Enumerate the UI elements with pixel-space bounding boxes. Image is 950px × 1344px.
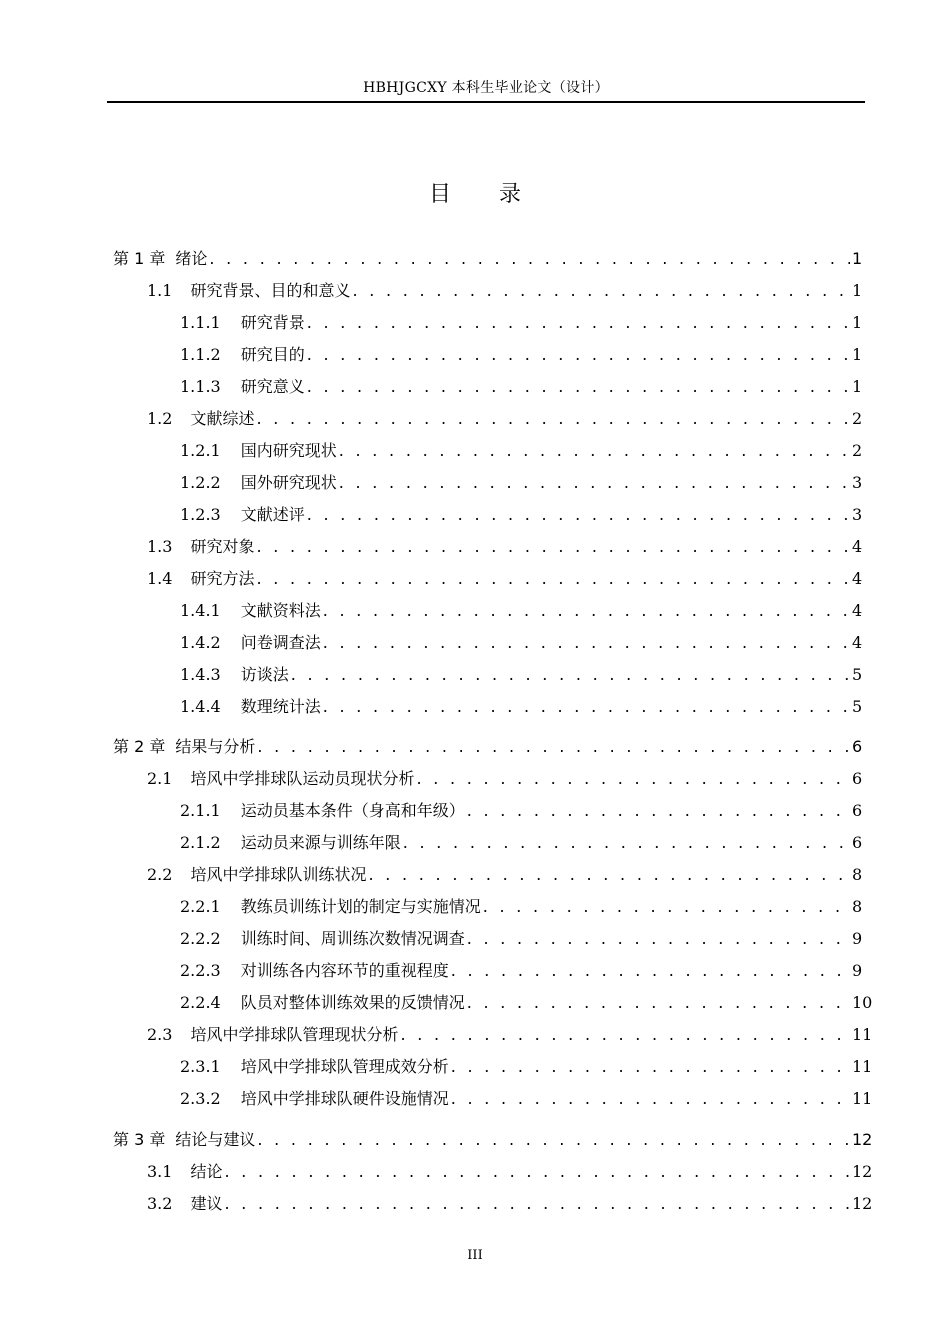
toc-dot-leader [368,863,850,887]
toc-entry-line [180,343,863,367]
toc-entry-line [180,599,863,623]
toc-entry-line [180,375,863,399]
toc-entry-number: 第 3 章 [113,1130,166,1149]
toc-entry-number: 1.1.1 [180,313,221,332]
toc-entry-label: 问卷调查法 [240,633,321,652]
toc-entry-number: 1.2.3 [180,505,221,524]
toc-dot-leader [467,991,850,1015]
toc-subsection-entry[interactable] [0,599,950,623]
toc-entry-number: 第 2 章 [113,737,166,756]
page-header: HBHJGCXY 本科生毕业论文（设计） [363,80,609,96]
toc-entry-page-number: 4 [852,569,863,588]
toc-entry-page-number: 3 [852,505,863,524]
toc-entry-number: 1.1.3 [180,377,221,396]
toc-dot-leader [339,471,850,495]
toc-entry-label: 文献综述 [190,409,255,428]
toc-entry-number: 2.3.1 [180,1057,221,1076]
toc-entry-label: 教练员训练计划的制定与实施情况 [240,897,481,916]
toc-entry-page-number: 1 [852,249,863,268]
toc-entry-page-number: 2 [852,441,863,460]
toc-entry-page-number: 11 [852,1025,873,1044]
toc-entry-page-number: 1 [852,313,863,332]
toc-subsection-entry[interactable] [0,991,950,1015]
toc-dot-leader [256,535,850,559]
toc-title: 目录 [428,182,569,207]
toc-subsection-entry[interactable] [0,471,950,495]
toc-entry-label: 建议 [190,1194,223,1213]
toc-entry-line [180,439,863,463]
toc-entry-line [180,991,873,1015]
toc-entry-page-number: 1 [852,345,863,364]
toc-entry-page-number: 10 [852,993,873,1012]
toc-entry-line [180,311,863,335]
toc-chapter-entry[interactable] [0,1128,950,1152]
toc-entry-number: 2.1 [147,769,173,788]
toc-section-entry[interactable] [0,1160,950,1184]
toc-entry-number: 3.2 [147,1194,173,1213]
toc-dot-leader [257,735,850,759]
toc-dot-leader [451,1087,850,1111]
toc-subsection-entry[interactable] [0,663,950,687]
toc-entry-page-number: 5 [852,697,863,716]
toc-entry-line [147,767,863,791]
toc-entry-line [147,1192,873,1216]
toc-entry-line [147,279,863,303]
toc-section-entry[interactable] [0,1023,950,1047]
toc-entry-label: 研究方法 [190,569,255,588]
toc-subsection-entry[interactable] [0,695,950,719]
toc-entry-page-number: 1 [852,281,863,300]
toc-entry-line [180,799,863,823]
toc-entry-line [180,927,863,951]
toc-entry-page-number: 8 [852,897,863,916]
toc-dot-leader [257,1128,850,1152]
toc-entry-page-number: 4 [852,537,863,556]
toc-entry-label: 运动员来源与训练年限 [240,833,401,852]
toc-entry-number: 2.3.2 [180,1089,221,1108]
toc-entry-number: 2.3 [147,1025,173,1044]
toc-entry-label: 访谈法 [240,665,289,684]
toc-entry-page-number: 8 [852,865,863,884]
toc-entry-label: 对训练各内容环节的重视程度 [240,961,449,980]
toc-entry-line [180,1087,873,1111]
toc-section-entry[interactable] [0,535,950,559]
toc-dot-leader [323,695,850,719]
toc-entry-label: 运动员基本条件（身高和年级） [240,801,465,820]
toc-entry-label: 训练时间、周训练次数情况调查 [240,929,465,948]
toc-subsection-entry[interactable] [0,439,950,463]
toc-entry-label: 结果与分析 [175,737,256,756]
toc-entry-number: 1.3 [147,537,173,556]
toc-entry-number: 3.1 [147,1162,173,1181]
toc-subsection-entry[interactable] [0,959,950,983]
toc-entry-number: 1.4.4 [180,697,221,716]
toc-dot-leader [451,959,850,983]
toc-entry-label: 培风中学排球队管理成效分析 [240,1057,449,1076]
toc-entry-label: 研究对象 [190,537,255,556]
toc-entry-page-number: 2 [852,409,863,428]
toc-dot-leader [451,1055,850,1079]
toc-entry-number: 2.2.2 [180,929,221,948]
toc-chapter-entry[interactable] [0,735,950,759]
toc-dot-leader [403,831,850,855]
toc-dot-leader [291,663,850,687]
toc-entry-page-number: 12 [852,1194,873,1213]
toc-entry-label: 研究背景 [240,313,305,332]
toc-dot-leader [307,375,850,399]
toc-entry-page-number: 6 [852,833,863,852]
toc-entry-number: 1.1.2 [180,345,221,364]
toc-subsection-entry[interactable] [0,799,950,823]
toc-entry-label: 培风中学排球队训练状况 [190,865,367,884]
toc-entry-page-number: 4 [852,633,863,652]
toc-entry-label: 研究背景、目的和意义 [190,281,351,300]
toc-entry-line [147,407,863,431]
toc-dot-leader [209,247,850,271]
toc-subsection-entry[interactable] [0,311,950,335]
toc-entry-number: 1.2.1 [180,441,221,460]
toc-entry-line [180,503,863,527]
toc-entry-line [147,863,863,887]
toc-entry-page-number: 9 [852,961,863,980]
toc-entry-line [113,247,863,271]
toc-dot-leader [256,407,850,431]
toc-entry-number: 1.4.1 [180,601,221,620]
toc-entry-number: 2.1.2 [180,833,221,852]
toc-subsection-entry[interactable] [0,927,950,951]
toc-dot-leader [352,279,850,303]
toc-entry-number: 1.4.2 [180,633,221,652]
toc-entry-label: 研究意义 [240,377,305,396]
toc-section-entry[interactable] [0,567,950,591]
toc-entry-label: 研究目的 [240,345,305,364]
toc-entry-number: 1.4.3 [180,665,221,684]
toc-subsection-entry[interactable] [0,631,950,655]
toc-entry-page-number: 6 [852,769,863,788]
toc-entry-number: 1.2.2 [180,473,221,492]
toc-entry-page-number: 1 [852,377,863,396]
toc-entry-line [180,959,863,983]
toc-entry-page-number: 12 [852,1130,873,1149]
toc-entry-label: 绪论 [175,249,208,268]
toc-entry-label: 结论 [190,1162,223,1181]
footer-page-number: III [467,1248,483,1263]
toc-entry-line [180,895,863,919]
toc-entry-page-number: 6 [852,737,863,756]
toc-entry-number: 2.2.1 [180,897,221,916]
toc-entry-number: 1.2 [147,409,173,428]
toc-entry-number: 第 1 章 [113,249,166,268]
toc-entry-page-number: 11 [852,1057,873,1076]
toc-chapter-entry[interactable] [0,247,950,271]
toc-dot-leader [323,631,850,655]
toc-dot-leader [224,1192,850,1216]
toc-entry-line [180,663,863,687]
toc-entry-line [147,1160,873,1184]
toc-dot-leader [256,567,850,591]
toc-entry-number: 2.2 [147,865,173,884]
toc-entry-label: 国外研究现状 [240,473,337,492]
toc-section-entry[interactable] [0,767,950,791]
toc-dot-leader [483,895,850,919]
toc-subsection-entry[interactable] [0,375,950,399]
toc-entry-number: 1.4 [147,569,173,588]
toc-entry-number: 2.2.4 [180,993,221,1012]
toc-dot-leader [400,1023,850,1047]
toc-dot-leader [467,927,850,951]
toc-section-entry[interactable] [0,863,950,887]
toc-entry-label: 培风中学排球队管理现状分析 [190,1025,399,1044]
toc-entry-label: 结论与建议 [175,1130,256,1149]
toc-entry-number: 2.1.1 [180,801,221,820]
toc-entry-line [180,1055,873,1079]
toc-section-entry[interactable] [0,1192,950,1216]
toc-entry-label: 数理统计法 [240,697,321,716]
toc-subsection-entry[interactable] [0,1087,950,1111]
toc-section-entry[interactable] [0,407,950,431]
toc-entry-label: 培风中学排球队运动员现状分析 [190,769,415,788]
toc-entry-label: 培风中学排球队硬件设施情况 [240,1089,449,1108]
toc-subsection-entry[interactable] [0,831,950,855]
toc-entry-page-number: 11 [852,1089,873,1108]
toc-entry-page-number: 12 [852,1162,873,1181]
toc-entry-label: 国内研究现状 [240,441,337,460]
toc-entry-line [147,567,863,591]
toc-entry-line [180,631,863,655]
toc-dot-leader [339,439,850,463]
toc-section-entry[interactable] [0,279,950,303]
toc-dot-leader [307,343,850,367]
toc-entry-line [180,695,863,719]
toc-entry-line [147,1023,873,1047]
toc-entry-page-number: 3 [852,473,863,492]
toc-dot-leader [467,799,850,823]
toc-entry-label: 文献述评 [240,505,305,524]
toc-entry-line [180,471,863,495]
toc-entry-number: 2.2.3 [180,961,221,980]
toc-entry-line [113,1128,873,1152]
toc-entry-label: 队员对整体训练效果的反馈情况 [240,993,465,1012]
toc-entry-line [180,831,863,855]
toc-entry-page-number: 4 [852,601,863,620]
toc-dot-leader [323,599,850,623]
toc-entry-page-number: 9 [852,929,863,948]
toc-entry-line [147,535,863,559]
toc-dot-leader [416,767,850,791]
toc-subsection-entry[interactable] [0,343,950,367]
toc-subsection-entry[interactable] [0,503,950,527]
toc-entry-page-number: 6 [852,801,863,820]
toc-subsection-entry[interactable] [0,1055,950,1079]
toc-entry-number: 1.1 [147,281,173,300]
toc-dot-leader [224,1160,850,1184]
toc-subsection-entry[interactable] [0,895,950,919]
toc-entry-line [113,735,863,759]
toc-entry-page-number: 5 [852,665,863,684]
toc-dot-leader [307,311,850,335]
toc-dot-leader [307,503,850,527]
toc-entry-label: 文献资料法 [240,601,321,620]
